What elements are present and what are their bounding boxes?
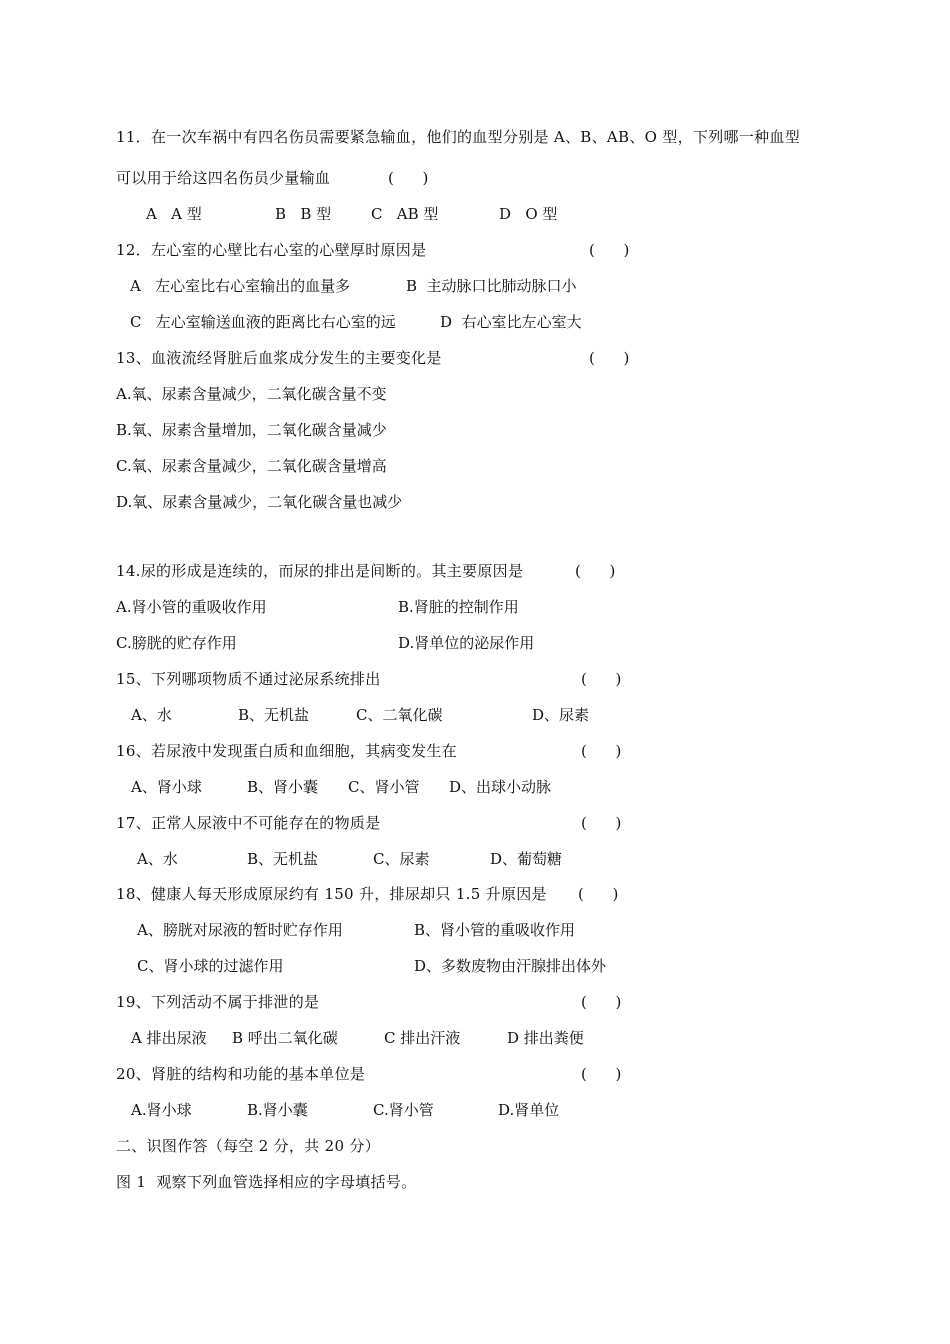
q20-option-b: B.肾小囊	[247, 1101, 308, 1119]
q13-option-a: A.氧、尿素含量减少，二氧化碳含量不变	[116, 385, 387, 403]
q14-option-c: C.膀胱的贮存作用	[116, 634, 237, 652]
q14-option-a: A.肾小管的重吸收作用	[116, 598, 267, 616]
q18-option-b: B、肾小管的重吸收作用	[414, 921, 576, 939]
q14-option-b: B.肾脏的控制作用	[398, 598, 519, 616]
q18-option-d: D、多数废物由汗腺排出体外	[414, 957, 607, 975]
q14-stem: 14.尿的形成是连续的，而尿的排出是间断的。其主要原因是	[116, 562, 524, 580]
q15-option-d: D、尿素	[532, 706, 590, 724]
q13-option-b: B.氧、尿素含量增加，二氧化碳含量减少	[116, 421, 387, 439]
q16-answer-blank: ( )	[581, 742, 622, 760]
q18-option-a: A、膀胱对尿液的暂时贮存作用	[137, 921, 343, 939]
q20-option-c: C.肾小管	[373, 1101, 434, 1119]
q14-option-d: D.肾单位的泌尿作用	[398, 634, 535, 652]
q17-option-d: D、葡萄糖	[490, 850, 563, 868]
q11-option-d: D O 型	[499, 205, 558, 223]
q14-answer-blank: ( )	[575, 562, 616, 580]
q15-option-c: C、二氧化碳	[356, 706, 443, 724]
q11-option-a: A A 型	[146, 205, 202, 223]
q16-option-b: B、肾小囊	[247, 778, 319, 796]
q15-answer-blank: ( )	[581, 670, 622, 688]
q16-stem: 16、若尿液中发现蛋白质和血细胞，其病变发生在	[116, 742, 457, 760]
q19-option-d: D 排出粪便	[507, 1029, 584, 1047]
q13-stem: 13、血液流经肾脏后血浆成分发生的主要变化是	[116, 349, 442, 367]
q15-option-b: B、无机盐	[238, 706, 310, 724]
q11-stem-line2: 可以用于给这四名伤员少量输血	[116, 169, 331, 187]
q19-option-c: C 排出汗液	[384, 1029, 461, 1047]
section2-heading: 二、识图作答（每空 2 分，共 20 分）	[116, 1137, 381, 1155]
q12-stem: 12．左心室的心壁比右心室的心壁厚时原因是	[116, 241, 427, 259]
q15-option-a: A、水	[131, 706, 172, 724]
q17-stem: 17、正常人尿液中不可能存在的物质是	[116, 814, 381, 832]
q12-option-a: A 左心室比右心室输出的血量多	[130, 277, 351, 295]
q18-option-c: C、肾小球的过滤作用	[137, 957, 284, 975]
q19-stem: 19、下列活动不属于排泄的是	[116, 993, 320, 1011]
q11-option-c: C AB 型	[371, 205, 439, 223]
q20-stem: 20、肾脏的结构和功能的基本单位是	[116, 1065, 366, 1083]
q12-option-b: B 主动脉口比肺动脉口小	[406, 277, 577, 295]
q16-option-c: C、肾小管	[348, 778, 420, 796]
q16-option-a: A、肾小球	[131, 778, 202, 796]
q15-stem: 15、下列哪项物质不通过泌尿系统排出	[116, 670, 381, 688]
q19-answer-blank: ( )	[581, 993, 622, 1011]
q13-option-c: C.氧、尿素含量减少，二氧化碳含量增高	[116, 457, 387, 475]
q19-option-b: B 呼出二氧化碳	[232, 1029, 338, 1047]
q19-option-a: A 排出尿液	[131, 1029, 207, 1047]
q12-answer-blank: ( )	[589, 241, 630, 259]
q18-stem: 18、健康人每天形成原尿约有 150 升，排尿却只 1.5 升原因是	[116, 885, 547, 903]
q11-stem-line1: 11．在一次车祸中有四名伤员需要紧急输血，他们的血型分别是 A、B、AB、O 型，下列哪一种血型	[116, 128, 801, 146]
q13-answer-blank: ( )	[589, 349, 630, 367]
q13-option-d: D.氧、尿素含量减少，二氧化碳含量也减少	[116, 493, 403, 511]
q11-option-b: B B 型	[275, 205, 332, 223]
q20-option-a: A.肾小球	[131, 1101, 192, 1119]
q12-option-c: C 左心室输送血液的距离比右心室的远	[130, 313, 396, 331]
q17-option-b: B、无机盐	[247, 850, 319, 868]
q16-option-d: D、出球小动脉	[449, 778, 552, 796]
q18-answer-blank: ( )	[578, 885, 619, 903]
q17-option-a: A、水	[137, 850, 178, 868]
q17-option-c: C、尿素	[373, 850, 430, 868]
figure1-instruction: 图 1 观察下列血管选择相应的字母填括号。	[116, 1173, 417, 1191]
q17-answer-blank: ( )	[581, 814, 622, 832]
q12-option-d: D 右心室比左心室大	[440, 313, 582, 331]
q20-answer-blank: ( )	[581, 1065, 622, 1083]
q11-answer-blank: ( )	[388, 169, 429, 187]
q20-option-d: D.肾单位	[498, 1101, 560, 1119]
